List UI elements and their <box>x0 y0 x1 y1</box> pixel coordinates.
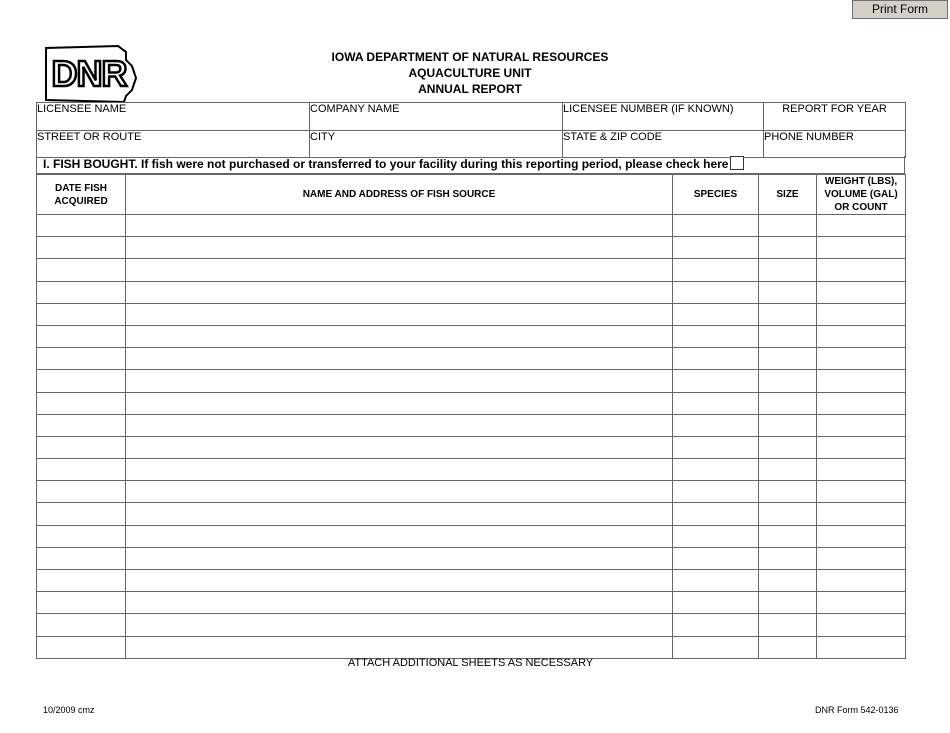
source-input[interactable] <box>126 481 673 503</box>
date-input[interactable] <box>37 215 126 237</box>
species-input[interactable] <box>673 547 759 569</box>
species-input[interactable] <box>673 636 759 658</box>
size-input[interactable] <box>759 436 817 458</box>
table-row <box>37 525 906 547</box>
source-input[interactable] <box>126 525 673 547</box>
col-date-acquired: DATE FISH ACQUIRED <box>37 175 126 215</box>
source-input[interactable] <box>126 414 673 436</box>
form-header <box>300 49 640 97</box>
size-input[interactable] <box>759 503 817 525</box>
weight-input[interactable] <box>817 570 906 592</box>
col-species: SPECIES <box>673 175 759 215</box>
weight-input[interactable] <box>817 281 906 303</box>
state-zip-field[interactable]: STATE & ZIP CODE <box>563 131 764 158</box>
source-input[interactable] <box>126 436 673 458</box>
agency-title: IOWA DEPARTMENT OF NATURAL RESOURCES <box>331 50 609 64</box>
size-input[interactable] <box>759 414 817 436</box>
weight-input[interactable] <box>817 481 906 503</box>
source-input[interactable] <box>126 547 673 569</box>
species-input[interactable] <box>673 325 759 347</box>
size-input[interactable] <box>759 459 817 481</box>
street-field[interactable]: STREET OR ROUTE <box>37 131 310 158</box>
date-input[interactable] <box>37 525 126 547</box>
species-input[interactable] <box>673 481 759 503</box>
table-row <box>37 436 906 458</box>
weight-input[interactable] <box>817 237 906 259</box>
size-input[interactable] <box>759 392 817 414</box>
date-input[interactable] <box>37 281 126 303</box>
date-input[interactable] <box>37 547 126 569</box>
table-row <box>37 636 906 658</box>
form-number: DNR Form 542-0136 <box>815 705 899 715</box>
date-input[interactable] <box>37 570 126 592</box>
table-row <box>37 215 906 237</box>
size-input[interactable] <box>759 547 817 569</box>
species-input[interactable] <box>673 370 759 392</box>
date-input[interactable] <box>37 503 126 525</box>
species-input[interactable] <box>673 281 759 303</box>
table-row <box>37 503 906 525</box>
source-input[interactable] <box>126 503 673 525</box>
source-input[interactable] <box>126 636 673 658</box>
species-input[interactable] <box>673 503 759 525</box>
dnr-logo <box>42 42 138 104</box>
size-input[interactable] <box>759 303 817 325</box>
size-input[interactable] <box>759 592 817 614</box>
table-row <box>37 259 906 281</box>
licensee-info-table <box>36 102 906 158</box>
species-input[interactable] <box>673 592 759 614</box>
fish-bought-table <box>36 174 906 659</box>
logo-text: DNR <box>51 53 127 94</box>
source-input[interactable] <box>126 348 673 370</box>
weight-input[interactable] <box>817 614 906 636</box>
date-input[interactable] <box>37 370 126 392</box>
table-row <box>37 614 906 636</box>
city-field[interactable]: CITY <box>310 131 563 158</box>
weight-input[interactable] <box>817 259 906 281</box>
weight-input[interactable] <box>817 459 906 481</box>
phone-field[interactable]: PHONE NUMBER <box>764 131 906 158</box>
unit-title: AQUACULTURE UNIT <box>408 66 532 80</box>
date-input[interactable] <box>37 636 126 658</box>
source-input[interactable] <box>126 614 673 636</box>
date-input[interactable] <box>37 237 126 259</box>
report-title: ANNUAL REPORT <box>418 82 522 96</box>
source-input[interactable] <box>126 370 673 392</box>
size-input[interactable] <box>759 370 817 392</box>
weight-input[interactable] <box>817 503 906 525</box>
col-fish-source: NAME AND ADDRESS OF FISH SOURCE <box>126 175 673 215</box>
print-form-button[interactable]: Print Form <box>852 0 948 19</box>
source-input[interactable] <box>126 325 673 347</box>
weight-input[interactable] <box>817 414 906 436</box>
table-row <box>37 325 906 347</box>
table-row <box>37 392 906 414</box>
source-input[interactable] <box>126 281 673 303</box>
weight-input[interactable] <box>817 547 906 569</box>
size-input[interactable] <box>759 215 817 237</box>
weight-input[interactable] <box>817 592 906 614</box>
date-input[interactable] <box>37 303 126 325</box>
species-input[interactable] <box>673 215 759 237</box>
species-input[interactable] <box>673 237 759 259</box>
species-input[interactable] <box>673 392 759 414</box>
size-input[interactable] <box>759 259 817 281</box>
attach-note: ATTACH ADDITIONAL SHEETS AS NECESSARY <box>347 657 594 669</box>
size-input[interactable] <box>759 325 817 347</box>
species-input[interactable] <box>673 459 759 481</box>
date-input[interactable] <box>37 592 126 614</box>
table-row <box>37 547 906 569</box>
table-row <box>37 481 906 503</box>
size-input[interactable] <box>759 636 817 658</box>
weight-input[interactable] <box>817 370 906 392</box>
source-input[interactable] <box>126 459 673 481</box>
col-size: SIZE <box>759 175 817 215</box>
table-row <box>37 348 906 370</box>
table-row <box>37 237 906 259</box>
weight-input[interactable] <box>817 636 906 658</box>
size-input[interactable] <box>759 281 817 303</box>
weight-input[interactable] <box>817 525 906 547</box>
species-input[interactable] <box>673 614 759 636</box>
table-row <box>37 303 906 325</box>
table-row <box>37 414 906 436</box>
licensee-name-field[interactable]: LICENSEE NAME <box>37 103 310 131</box>
size-input[interactable] <box>759 481 817 503</box>
size-input[interactable] <box>759 570 817 592</box>
species-input[interactable] <box>673 525 759 547</box>
table-row <box>37 592 906 614</box>
weight-input[interactable] <box>817 392 906 414</box>
source-input[interactable] <box>126 570 673 592</box>
date-input[interactable] <box>37 348 126 370</box>
date-input[interactable] <box>37 414 126 436</box>
date-input[interactable] <box>37 392 126 414</box>
date-input[interactable] <box>37 459 126 481</box>
report-year-field[interactable]: REPORT FOR YEAR <box>764 103 906 131</box>
table-row <box>37 459 906 481</box>
species-input[interactable] <box>673 414 759 436</box>
size-input[interactable] <box>759 348 817 370</box>
source-input[interactable] <box>126 237 673 259</box>
table-row <box>37 281 906 303</box>
size-input[interactable] <box>759 525 817 547</box>
date-input[interactable] <box>37 614 126 636</box>
size-input[interactable] <box>759 614 817 636</box>
weight-input[interactable] <box>817 215 906 237</box>
fish-bought-section-title: I. FISH BOUGHT. If fish were not purchased or transferred to your facility during this reporting period, please check here <box>36 156 905 174</box>
date-input[interactable] <box>37 436 126 458</box>
source-input[interactable] <box>126 215 673 237</box>
species-input[interactable] <box>673 303 759 325</box>
weight-input[interactable] <box>817 348 906 370</box>
company-name-field[interactable]: COMPANY NAME <box>310 103 563 131</box>
table-row <box>37 570 906 592</box>
source-input[interactable] <box>126 392 673 414</box>
revision-code: 10/2009 cmz <box>43 705 95 715</box>
date-input[interactable] <box>37 481 126 503</box>
date-input[interactable] <box>37 325 126 347</box>
size-input[interactable] <box>759 237 817 259</box>
species-input[interactable] <box>673 570 759 592</box>
source-input[interactable] <box>126 592 673 614</box>
species-input[interactable] <box>673 436 759 458</box>
licensee-number-field[interactable]: LICENSEE NUMBER (IF KNOWN) <box>563 103 764 131</box>
date-input[interactable] <box>37 259 126 281</box>
weight-input[interactable] <box>817 303 906 325</box>
species-input[interactable] <box>673 259 759 281</box>
source-input[interactable] <box>126 303 673 325</box>
table-row <box>37 370 906 392</box>
species-input[interactable] <box>673 348 759 370</box>
weight-input[interactable] <box>817 436 906 458</box>
col-weight: WEIGHT (LBS), VOLUME (GAL) OR COUNT <box>817 175 906 215</box>
no-fish-checkbox[interactable] <box>730 156 744 170</box>
source-input[interactable] <box>126 259 673 281</box>
weight-input[interactable] <box>817 325 906 347</box>
